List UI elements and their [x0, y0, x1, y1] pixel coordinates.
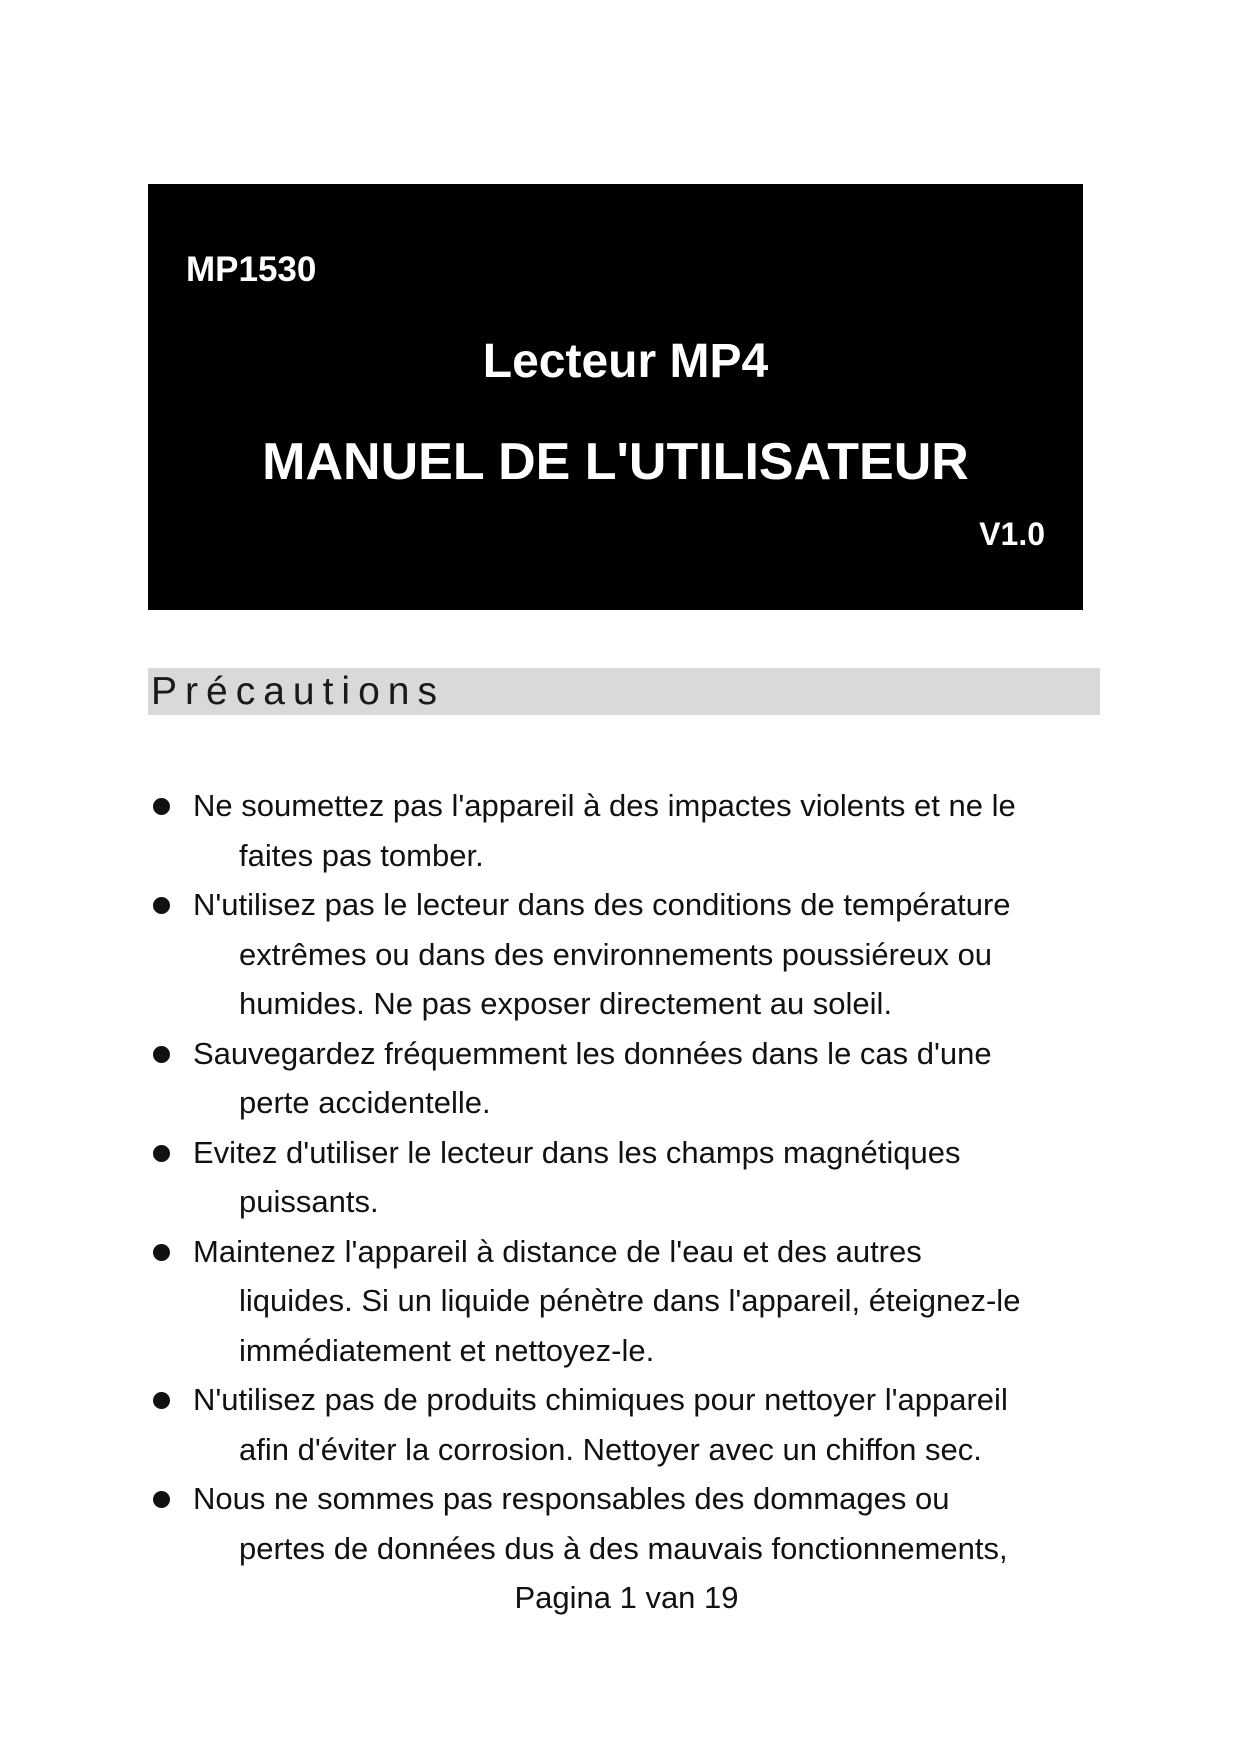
precaution-text-line: N'utilisez pas le lecteur dans des conditions de température [193, 887, 1011, 922]
section-header [148, 668, 1100, 715]
precaution-text-line: immédiatement et nettoyez-le. [239, 1332, 655, 1368]
title-banner [148, 184, 1083, 610]
precaution-item [150, 1029, 1090, 1128]
bullet-icon [153, 1392, 170, 1409]
bullet-icon [153, 798, 170, 815]
bullet-icon [153, 1145, 170, 1162]
section-title: Précautions [151, 670, 445, 713]
precaution-item [150, 880, 1090, 1029]
precaution-text-line: faites pas tomber. [239, 837, 484, 873]
version-label: V1.0 [979, 516, 1045, 552]
precaution-text-line: Nous ne sommes pas responsables des dommages ou [193, 1481, 950, 1516]
precaution-text-line: puissants. [239, 1184, 379, 1219]
precaution-item [150, 781, 1090, 880]
product-name: Lecteur MP4 [482, 335, 769, 388]
precaution-text-line: perte accidentelle. [239, 1085, 491, 1120]
precaution-text-line: Evitez d'utiliser le lecteur dans les champs magnétiques [193, 1134, 961, 1170]
precaution-text-line: pertes de données dus à des mauvais fonctionnements, [239, 1530, 1008, 1566]
precaution-text-line: Sauvegardez fréquemment les données dans le cas d'une [193, 1035, 992, 1071]
precaution-item [150, 1474, 1090, 1573]
page-number: Pagina 1 van 19 [514, 1580, 739, 1615]
bullet-icon [153, 897, 170, 914]
bullet-icon [153, 1244, 170, 1261]
precaution-item [150, 1227, 1090, 1376]
precaution-text-line: liquides. Si un liquide pénètre dans l'appareil, éteignez-le [239, 1283, 1021, 1318]
precaution-text-line: N'utilisez pas de produits chimiques pour nettoyer l'appareil [193, 1382, 1008, 1417]
precautions-list [150, 781, 1090, 1573]
precaution-text-line: afin d'éviter la corrosion. Nettoyer avec un chiffon sec. [239, 1431, 982, 1467]
precaution-item [150, 1375, 1090, 1474]
precaution-text-line: Ne soumettez pas l'appareil à des impactes violents et ne le [193, 788, 1016, 823]
manual-title: MANUEL DE L'UTILISATEUR [262, 433, 969, 491]
precaution-item [150, 1128, 1090, 1227]
precaution-text-line: Maintenez l'appareil à distance de l'eau et des autres [193, 1233, 922, 1269]
precaution-text-line: humides. Ne pas exposer directement au soleil. [239, 986, 893, 1021]
bullet-icon [153, 1491, 170, 1508]
precaution-text-line: extrêmes ou dans des environnements poussiéreux ou [239, 936, 993, 972]
model-number: MP1530 [186, 250, 317, 289]
bullet-icon [153, 1046, 170, 1063]
